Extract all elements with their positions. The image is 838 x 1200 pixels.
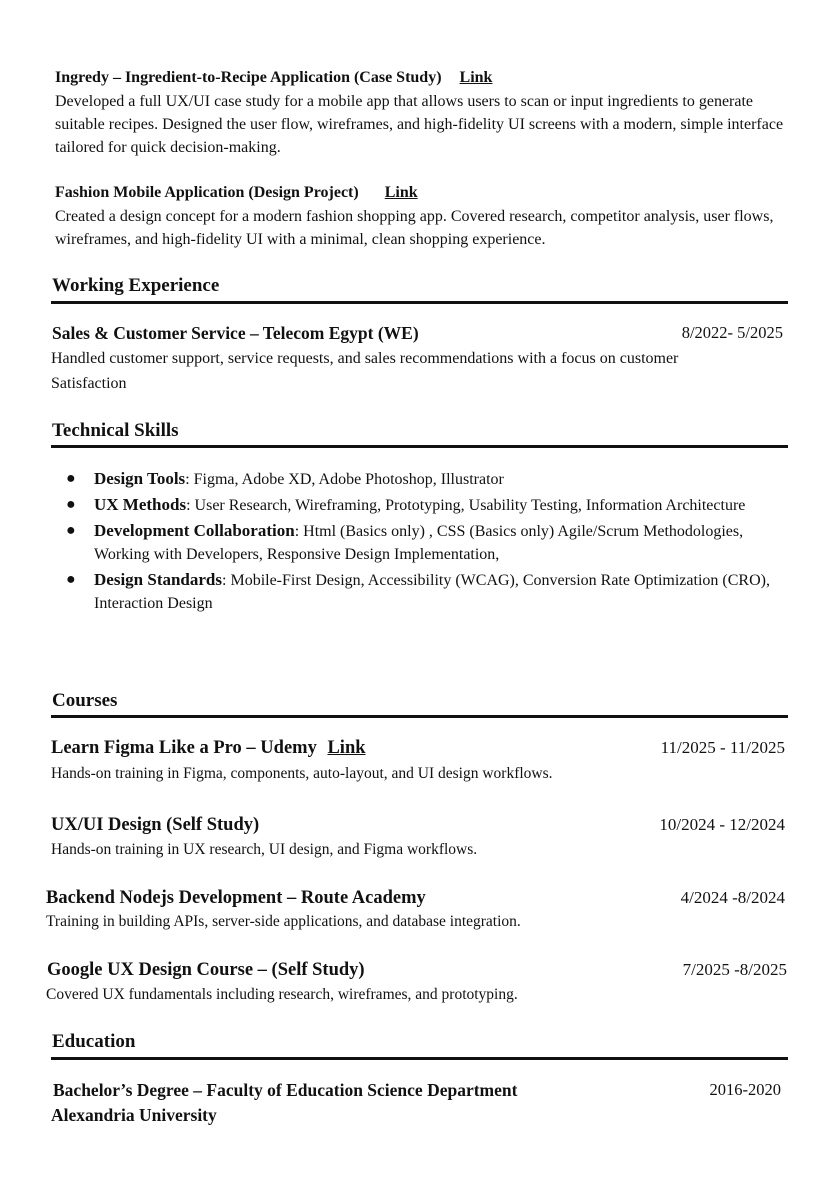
section-divider (51, 445, 788, 448)
course-dates: 10/2024 - 12/2024 (659, 815, 785, 834)
job-title: Sales & Customer Service – Telecom Egypt (WE) (52, 323, 419, 343)
section-divider (51, 301, 788, 304)
bullet-icon: ● (66, 571, 76, 588)
course-description: Training in building APIs, server-side applications, and database integration. (46, 913, 521, 930)
list-item: ● Design Tools: Figma, Adobe XD, Adobe Photoshop, Illustrator (66, 469, 504, 488)
project-description-fashion: Created a design concept for a modern fashion shopping app. Covered research, competitor analysis, user flows, wireframes, and high-fidelity UI with a minimal, clean shopping experience. (55, 208, 774, 248)
skills-list (52, 467, 792, 617)
section-divider (51, 1057, 788, 1060)
job-description: Handled customer support, service requests, and sales recommendations with a focus on customer (51, 350, 679, 367)
degree-title: Bachelor’s Degree – Faculty of Education Science Department (53, 1080, 518, 1100)
course-dates: 4/2024 -8/2024 (680, 888, 785, 907)
project-description-ingredy: Developed a full UX/UI case study for a mobile app that allows users to scan or input ingredients to generate suitable recipes. Designed the user flow, wireframes, and high-fidelity UI screens with a modern, simple interface tailored for quick decision-making. (55, 93, 784, 156)
course-dates: 11/2025 - 11/2025 (660, 738, 785, 757)
section-title-skills: Technical Skills (52, 420, 179, 441)
section-title-experience: Working Experience (52, 275, 220, 296)
bullet-icon: ● (66, 470, 76, 487)
course-dates: 7/2025 -8/2025 (682, 960, 787, 979)
course-link-figma[interactable]: Link (327, 738, 366, 758)
list-item: ● Development Collaboration: Html (Basics only) , CSS (Basics only) Agile/Scrum Methodologies, Working with Developers, Responsive Design Implementation, (66, 521, 744, 563)
section-title-courses: Courses (52, 690, 118, 711)
job-description-cont: Satisfaction (51, 375, 127, 392)
course-description: Hands-on training in UX research, UI design, and Figma workflows. (51, 841, 478, 858)
course-title-figma: Learn Figma Like a Pro – Udemy Link (51, 738, 366, 758)
job-dates: 8/2022- 5/2025 (681, 323, 783, 342)
bullet-icon: ● (66, 522, 76, 539)
section-title-education: Education (52, 1031, 136, 1052)
course-description: Hands-on training in Figma, components, auto-layout, and UI design workflows. (51, 765, 553, 782)
list-item: ● Design Standards: Mobile-First Design, Accessibility (WCAG), Conversion Rate Optimization (CRO), Interaction Design (66, 570, 770, 612)
list-item: ● UX Methods: User Research, Wireframing, Prototyping, Usability Testing, Information Architecture (66, 495, 746, 514)
bullet-icon: ● (66, 496, 76, 513)
section-divider (51, 715, 788, 718)
education-dates: 2016-2020 (709, 1080, 781, 1099)
course-title-backend: Backend Nodejs Development – Route Academy (46, 888, 426, 908)
university-name: Alexandria University (51, 1105, 217, 1125)
project-link-fashion[interactable]: Link (384, 184, 418, 201)
course-description: Covered UX fundamentals including research, wireframes, and prototyping. (46, 986, 518, 1003)
course-title-google-ux: Google UX Design Course – (Self Study) (47, 960, 365, 980)
project-title-fashion: Fashion Mobile Application (Design Project) Link (55, 184, 418, 201)
project-link-ingredy[interactable]: Link (459, 69, 493, 86)
project-title-ingredy: Ingredy – Ingredient-to-Recipe Application (Case Study) Link (55, 69, 493, 86)
course-title-uxui: UX/UI Design (Self Study) (51, 815, 260, 835)
